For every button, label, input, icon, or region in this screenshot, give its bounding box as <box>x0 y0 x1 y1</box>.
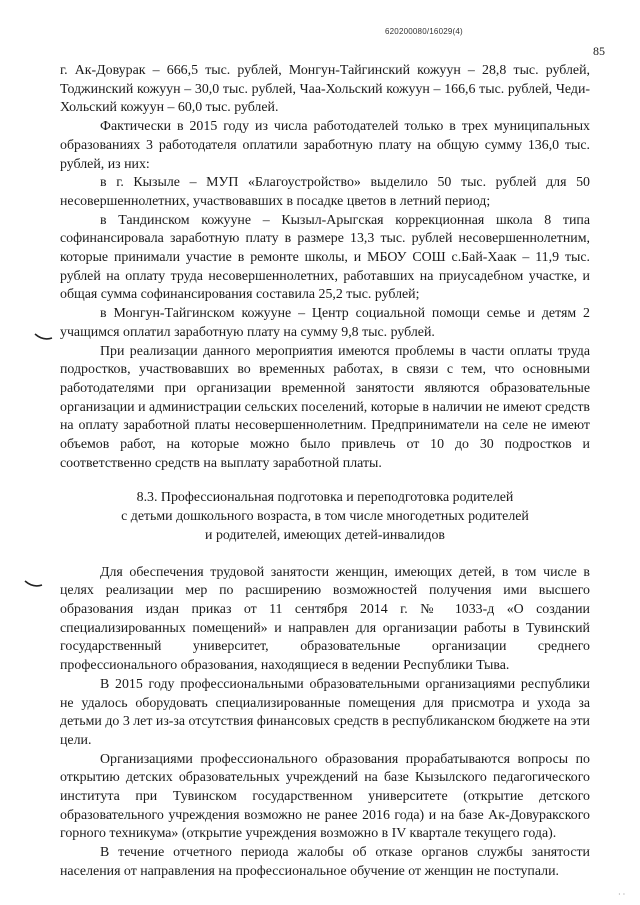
section-heading-line: с детьми дошкольного возраста, в том числе многодетных родителей <box>121 509 529 525</box>
paragraph: В 2015 году профессиональными образовательными организациями республики не удалось оборудовать специализированные помещения для присмотра и ухода за детьми до 3 лет из-за отсутствия финансовых средств в республиканском бюджете на эти цели. <box>60 676 590 748</box>
paragraph: В течение отчетного периода жалобы об отказе органов службы занятости населения от направления на профессиональное обучение от женщин не поступали. <box>60 845 590 879</box>
section-heading-line: и родителей, имеющих детей-инвалидов <box>205 527 445 543</box>
section-heading <box>60 489 590 545</box>
section-heading-line: 8.3. Профессиональная подготовка и переподготовка родителей <box>136 490 514 506</box>
document-number: 620200080/16029(4) <box>385 27 463 36</box>
paragraph: При реализации данного мероприятия имеются проблемы в части оплаты труда подростков, участвовавших во временных работах, в связи с тем, что основными работодателями при организации временной занятости являются образовательные организации и администрации сельских поселений, которые в наличии не имеют средств на оплату заработной платы несовершеннолетним. Предприниматели на селе не имеют объемов работ, на которые можно было привлечь от 10 до 30 подростков и соответственно средств на выплату заработной платы. <box>60 343 590 471</box>
paragraph: в Монгун-Тайгинском кожууне – Центр социальной помощи семье и детям 2 учащимся оплатил заработную плату на сумму 9,8 тыс. рублей. <box>60 306 590 340</box>
page-number: 85 <box>593 44 605 58</box>
margin-tick-mark <box>34 332 54 342</box>
scan-artifact: · · <box>618 890 626 899</box>
paragraph: г. Ак-Довурак – 666,5 тыс. рублей, Монгун-Тайгинский кожуун – 28,8 тыс. рублей, Тоджинский кожуун – 30,0 тыс. рублей, Чаа-Хольский кожуун – 166,6 тыс. рублей, Чеди-Хольский кожуун – 60,0 тыс. рублей. <box>60 63 590 116</box>
paragraph: в Тандинском кожууне – Кызыл-Арыгская коррекционная школа 8 типа софинансировала заработную плату в размере 13,3 тыс. рублей несовершеннолетним, которые принимали участие в ремонте школы, и МБОУ СОШ с.Бай-Хаак – 11,9 тыс. рублей на оплату труда несовершеннолетних, работавших на приусадебном участке, и общая сумма софинансирования составила 25,2 тыс. рублей; <box>60 212 590 303</box>
paragraph: Организациями профессионального образования прорабатываются вопросы по открытию детских образовательных учреждений на базе Кызылского педагогического института при Тувинском государственном университете (открытие детского образовательного учреждения возможно не ранее 2016 года) и на базе Ак-Довуракского горного техникума» (открытие учреждения возможно в IV квартале текущего года). <box>60 751 590 842</box>
margin-tick-mark <box>24 579 44 589</box>
paragraph: в г. Кызыле – МУП «Благоустройство» выделило 50 тыс. рублей для 50 несовершеннолетних, участвовавших в посадке цветов в летний период; <box>60 175 590 209</box>
paragraph: Фактически в 2015 году из числа работодателей только в трех муниципальных образованиях 3 работодателя оплатили заработную плату на общую сумму 136,0 тыс. рублей, из них: <box>60 119 590 172</box>
page-body <box>60 62 590 882</box>
paragraph: Для обеспечения трудовой занятости женщин, имеющих детей, в том числе в целях реализации мер по расширению возможностей получения ими высшего образования издан приказ от 11 сентября 2014 г. № 1033-д «О создании специализированных помещений» и направлен для организации работы в Тувинский государственный университет, образовательные организации среднего профессионального образования, находящиеся в ведении Республики Тыва. <box>60 564 590 674</box>
